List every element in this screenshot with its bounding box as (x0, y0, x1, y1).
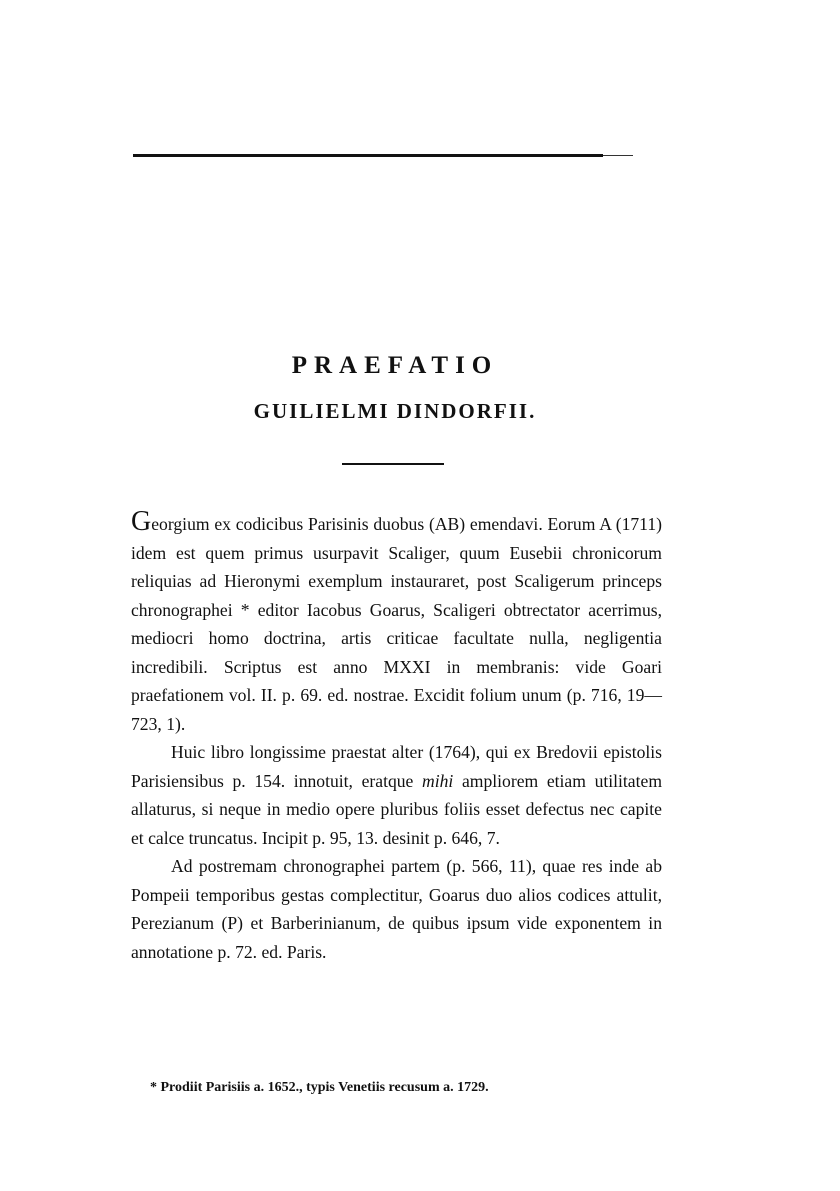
paragraph-2-italic: mihi (422, 770, 454, 791)
paragraph-1 (131, 506, 662, 738)
preface-body (131, 506, 662, 966)
paragraph-2-text-a: Huic libro longissime praestat alter (1764), qui ex Bredovii epistolis Parisiensibus p. 154. innotuit, eratque (131, 742, 662, 791)
top-rule-thick (133, 154, 603, 157)
top-rule (133, 154, 633, 158)
title-divider (342, 463, 444, 465)
paragraph-1-text: eorgium ex codicibus Parisinis duobus (AB) emendavi. Eorum A (1711) idem est quem primus usurpavit Scaliger, quum Eusebii chronicorum reliquias ad Hieronymi exemplum instauraret, post Scaligerum princeps chronographei * editor Iacobus Goarus, Scaligeri obtrectator acerrimus, mediocri homo doctrina, artis criticae facultate nulla, negligentia incredibili. Scriptus est anno MXXI in membranis: vide Goari praefationem vol. II. p. 69. ed. nostrae. Excidit folium unum (p. 716, 19—723, 1). (131, 514, 662, 734)
paragraph-2-text-b: ampliorem etiam utilitatem allaturus, si neque in medio opere pluribus foliis esset defectus nec capite et calce truncatus. Incipit p. 95, 13. desinit p. 646, 7. (131, 770, 662, 848)
initial-letter: G (131, 506, 152, 537)
page-subtitle: GUILIELMI DINDORFII. (253, 399, 537, 423)
footnote: * Prodiit Parisiis a. 1652., typis Venetiis recusum a. 1729. (150, 1080, 489, 1095)
paragraph-3-text: Ad postremam chronographei partem (p. 566, 11), quae res inde ab Pompeii temporibus gestas complectitur, Goarus duo alios codices attulit, Perezianum (P) et Barberinianum, de quibus ipsum vide exponentem in annotatione p. 72. ed. Paris. (131, 856, 662, 962)
paragraph-2 (131, 738, 662, 852)
paragraph-3 (131, 852, 662, 966)
top-rule-thin (603, 155, 633, 156)
page-title: PRAEFATIO (291, 352, 499, 379)
